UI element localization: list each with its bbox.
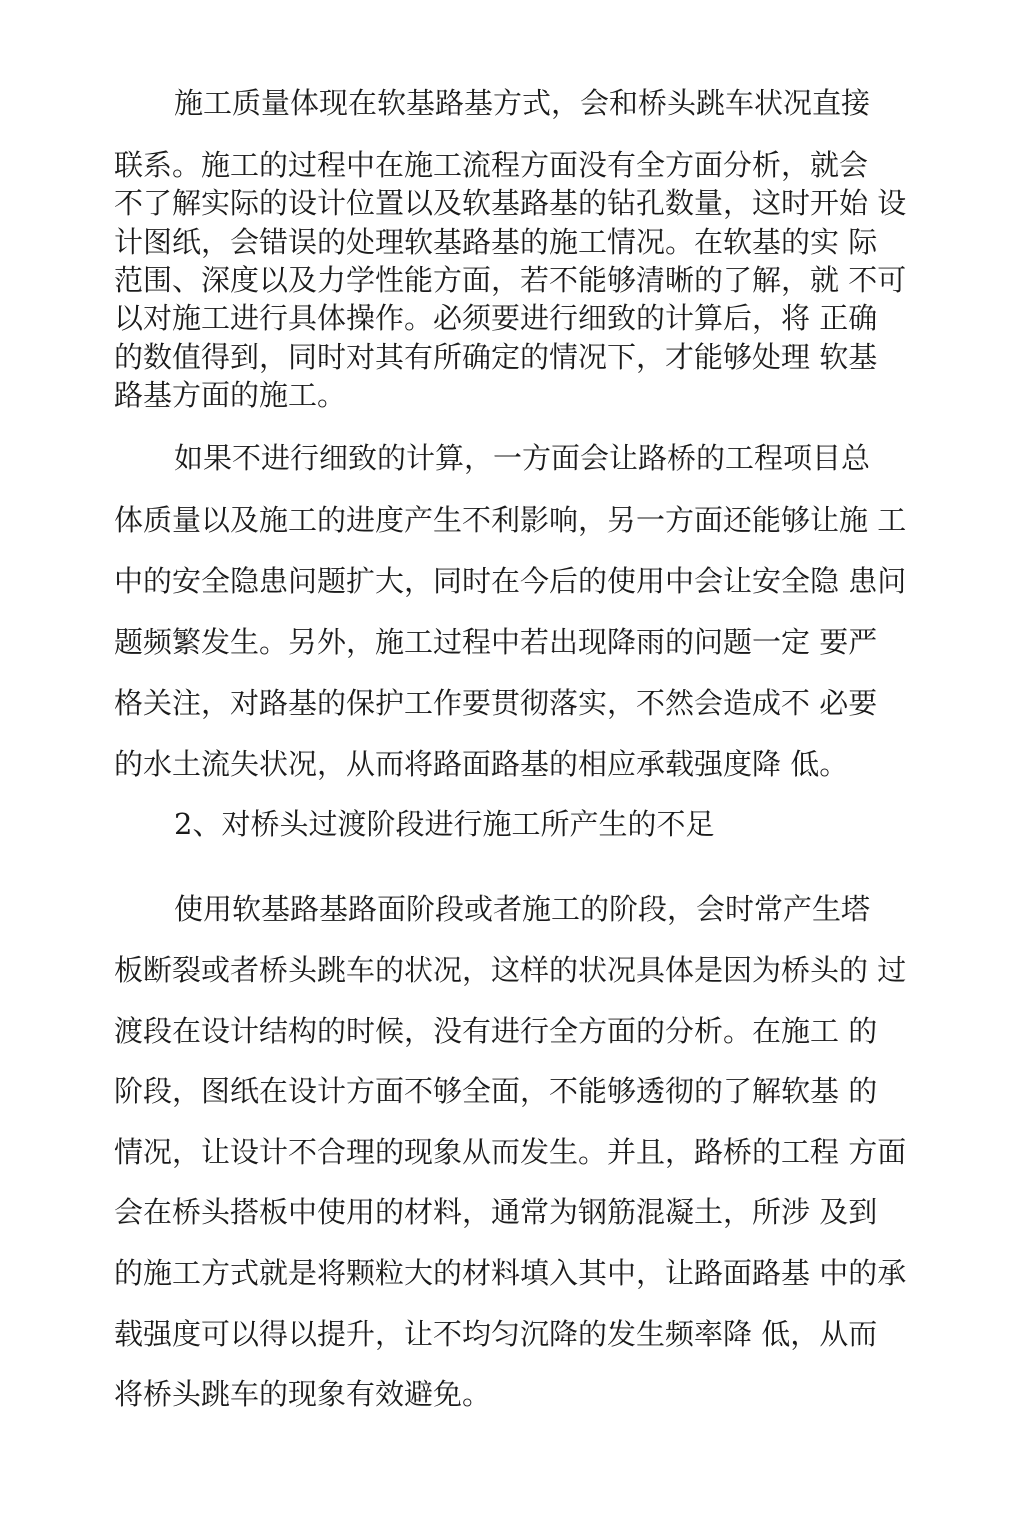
paragraph-line: 体质量以及施工的进度产生不利影响，另一方面还能够让施 工 bbox=[114, 503, 907, 537]
paragraph-line: 阶段，图纸在设计方面不够全面，不能够透彻的了解软基 的 bbox=[114, 1074, 878, 1108]
paragraph-line: 题频繁发生。另外，施工过程中若出现降雨的问题一定 要严 bbox=[114, 625, 878, 659]
paragraph-line: 范围、深度以及力学性能方面，若不能够清晰的了解，就 不可 bbox=[114, 263, 907, 297]
paragraph-line: 路基方面的施工。 bbox=[114, 378, 347, 412]
paragraph-line: 如果不进行细致的计算，一方面会让路桥的工程项目总 bbox=[174, 441, 871, 475]
paragraph-line: 载强度可以得以提升，让不均匀沉降的发生频率降 低，从而 bbox=[114, 1317, 878, 1351]
paragraph-line: 使用软基路基路面阶段或者施工的阶段，会时常产生塔 bbox=[174, 892, 871, 926]
paragraph-line: 计图纸，会错误的处理软基路基的施工情况。在软基的实 际 bbox=[114, 225, 878, 259]
paragraph-line: 格关注，对路基的保护工作要贯彻落实，不然会造成不 必要 bbox=[114, 686, 878, 720]
paragraph-line: 的施工方式就是将颗粒大的材料填入其中，让路面路基 中的承 bbox=[114, 1256, 907, 1290]
paragraph-line: 情况，让设计不合理的现象从而发生。并且，路桥的工程 方面 bbox=[114, 1135, 907, 1169]
paragraph-line: 将桥头跳车的现象有效避免。 bbox=[114, 1377, 492, 1411]
section-heading: 2、对桥头过渡阶段进行施工所产生的不足 bbox=[174, 807, 715, 841]
paragraph-line: 不了解实际的设计位置以及软基路基的钻孔数量，这时开始 设 bbox=[114, 186, 907, 220]
paragraph-line: 联系。施工的过程中在施工流程方面没有全方面分析，就会 bbox=[114, 148, 869, 182]
paragraph-line: 以对施工进行具体操作。必须要进行细致的计算后，将 正确 bbox=[114, 301, 878, 335]
paragraph-line: 会在桥头搭板中使用的材料，通常为钢筋混凝土，所涉 及到 bbox=[114, 1195, 878, 1229]
paragraph-line: 板断裂或者桥头跳车的状况，这样的状况具体是因为桥头的 过 bbox=[114, 953, 907, 987]
paragraph-line: 的数值得到，同时对其有所确定的情况下，才能够处理 软基 bbox=[114, 340, 878, 374]
paragraph-line: 渡段在设计结构的时候，没有进行全方面的分析。在施工 的 bbox=[114, 1014, 878, 1048]
paragraph-line: 的水土流失状况，从而将路面路基的相应承载强度降 低。 bbox=[114, 747, 849, 781]
paragraph-line: 中的安全隐患问题扩大，同时在今后的使用中会让安全隐 患问 bbox=[114, 564, 907, 598]
paragraph-line: 施工质量体现在软基路基方式，会和桥头跳车状况直接 bbox=[174, 86, 871, 120]
